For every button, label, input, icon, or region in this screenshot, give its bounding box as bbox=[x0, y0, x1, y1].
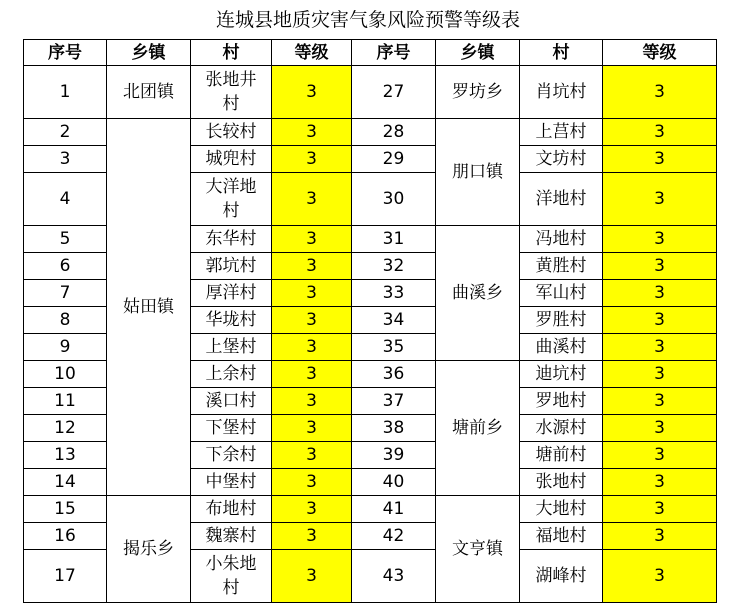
village-name bbox=[191, 523, 272, 550]
row-number bbox=[24, 415, 107, 442]
risk-level bbox=[603, 496, 717, 523]
town-name bbox=[436, 226, 520, 361]
row-number-text: 12 bbox=[54, 418, 76, 438]
warning-level-table bbox=[23, 39, 717, 603]
row-number-text: 11 bbox=[54, 391, 76, 411]
village-name-text: 文坊村 bbox=[535, 149, 587, 169]
risk-level bbox=[603, 66, 717, 119]
village-name bbox=[191, 253, 272, 280]
risk-level-text: 3 bbox=[654, 364, 665, 384]
row-number-text: 10 bbox=[54, 364, 76, 384]
risk-level-text: 3 bbox=[654, 310, 665, 330]
village-name bbox=[191, 469, 272, 496]
town-name bbox=[107, 496, 191, 603]
row-number-text: 39 bbox=[382, 445, 405, 465]
row-number-text: 8 bbox=[59, 310, 71, 330]
row-number bbox=[352, 415, 436, 442]
village-name bbox=[191, 226, 272, 253]
village-name-text: 布地村 bbox=[205, 499, 257, 519]
town-name bbox=[107, 119, 191, 496]
village-name-text: 魏寨村 bbox=[205, 526, 257, 546]
town-name-text: 姑田镇 bbox=[123, 297, 174, 317]
row-number-text: 36 bbox=[382, 364, 405, 384]
risk-level bbox=[272, 146, 352, 173]
village-name-text: 冯地村 bbox=[535, 229, 587, 249]
row-number-text: 35 bbox=[382, 337, 405, 357]
town-name-text: 曲溪乡 bbox=[452, 283, 503, 303]
risk-level-text: 3 bbox=[306, 418, 317, 438]
risk-level bbox=[603, 388, 717, 415]
row-number-text: 29 bbox=[382, 149, 405, 169]
risk-level bbox=[603, 253, 717, 280]
village-name bbox=[520, 253, 603, 280]
row-number-text: 16 bbox=[54, 526, 76, 546]
village-name-text: 洋地村 bbox=[535, 189, 587, 209]
risk-level-text: 3 bbox=[654, 472, 665, 492]
row-number bbox=[352, 253, 436, 280]
table-row bbox=[24, 496, 717, 523]
risk-level-text: 3 bbox=[306, 526, 317, 546]
risk-level bbox=[272, 253, 352, 280]
row-number bbox=[352, 119, 436, 146]
village-name bbox=[520, 523, 603, 550]
risk-level bbox=[603, 173, 717, 226]
village-name bbox=[191, 66, 272, 119]
risk-level bbox=[272, 119, 352, 146]
risk-level-text: 3 bbox=[654, 337, 665, 357]
village-name bbox=[520, 66, 603, 119]
row-number bbox=[24, 550, 107, 603]
village-name-text: 城兜村 bbox=[205, 149, 257, 169]
village-name-text: 中堡村 bbox=[205, 472, 257, 492]
row-number bbox=[24, 469, 107, 496]
risk-level-text: 3 bbox=[654, 229, 665, 249]
risk-level-text: 3 bbox=[306, 122, 317, 142]
village-name-text: 水源村 bbox=[535, 418, 587, 438]
risk-level bbox=[272, 415, 352, 442]
header-no-right: 序号 bbox=[352, 40, 436, 66]
village-name bbox=[191, 361, 272, 388]
village-name-text: 东华村 bbox=[205, 229, 257, 249]
risk-level bbox=[272, 66, 352, 119]
row-number-text: 7 bbox=[59, 283, 71, 303]
risk-level bbox=[603, 523, 717, 550]
header-row bbox=[24, 40, 717, 66]
risk-level bbox=[272, 173, 352, 226]
village-name-text: 郭坑村 bbox=[205, 256, 257, 276]
town-name bbox=[436, 496, 520, 603]
risk-level-text: 3 bbox=[306, 189, 317, 209]
village-name-text: 罗地村 bbox=[535, 391, 587, 411]
header-level-left: 等级 bbox=[272, 40, 352, 66]
risk-level-text: 3 bbox=[306, 499, 317, 519]
risk-level bbox=[603, 550, 717, 603]
risk-level bbox=[603, 415, 717, 442]
village-name-text: 上莒村 bbox=[535, 122, 587, 142]
row-number-text: 13 bbox=[54, 445, 76, 465]
village-name-text: 厚洋村 bbox=[205, 283, 257, 303]
town-name-text: 北团镇 bbox=[123, 82, 174, 102]
village-name-text: 罗胜村 bbox=[535, 310, 587, 330]
header-village-left: 村 bbox=[191, 40, 272, 66]
row-number bbox=[352, 550, 436, 603]
row-number-text: 34 bbox=[382, 310, 405, 330]
risk-level bbox=[603, 226, 717, 253]
risk-level bbox=[272, 334, 352, 361]
row-number bbox=[24, 253, 107, 280]
village-name bbox=[191, 173, 272, 226]
risk-level bbox=[603, 280, 717, 307]
row-number bbox=[24, 388, 107, 415]
row-number-text: 2 bbox=[59, 122, 71, 142]
row-number-text: 31 bbox=[382, 229, 405, 249]
row-number-text: 3 bbox=[59, 149, 71, 169]
village-name bbox=[191, 119, 272, 146]
risk-level-text: 3 bbox=[306, 256, 317, 276]
risk-level-text: 3 bbox=[654, 499, 665, 519]
row-number bbox=[24, 307, 107, 334]
risk-level-text: 3 bbox=[654, 189, 665, 209]
town-name-text: 朋口镇 bbox=[452, 162, 503, 182]
row-number-text: 17 bbox=[54, 566, 76, 586]
village-name bbox=[520, 334, 603, 361]
row-number-text: 1 bbox=[59, 82, 71, 102]
risk-level-text: 3 bbox=[306, 82, 317, 102]
risk-level-text: 3 bbox=[654, 283, 665, 303]
risk-level bbox=[272, 523, 352, 550]
risk-level-text: 3 bbox=[306, 472, 317, 492]
village-name-text: 长较村 bbox=[205, 122, 257, 142]
village-name-text: 张地井村 bbox=[205, 70, 257, 114]
risk-level-text: 3 bbox=[654, 391, 665, 411]
risk-level bbox=[603, 442, 717, 469]
village-name bbox=[520, 280, 603, 307]
village-name bbox=[520, 388, 603, 415]
risk-level bbox=[272, 442, 352, 469]
row-number-text: 41 bbox=[382, 499, 405, 519]
risk-level-text: 3 bbox=[654, 149, 665, 169]
row-number bbox=[24, 173, 107, 226]
row-number bbox=[352, 523, 436, 550]
risk-level-text: 3 bbox=[654, 122, 665, 142]
village-name bbox=[520, 442, 603, 469]
row-number bbox=[352, 388, 436, 415]
row-number-text: 40 bbox=[382, 472, 405, 492]
row-number-text: 15 bbox=[54, 499, 76, 519]
risk-level-text: 3 bbox=[306, 337, 317, 357]
row-number bbox=[352, 307, 436, 334]
town-name bbox=[107, 66, 191, 119]
row-number-text: 27 bbox=[382, 82, 405, 102]
header-town-left: 乡镇 bbox=[107, 40, 191, 66]
row-number bbox=[352, 496, 436, 523]
risk-level-text: 3 bbox=[306, 364, 317, 384]
village-name-text: 曲溪村 bbox=[535, 337, 587, 357]
row-number bbox=[352, 334, 436, 361]
risk-level-text: 3 bbox=[654, 445, 665, 465]
risk-level-text: 3 bbox=[654, 82, 665, 102]
village-name bbox=[191, 280, 272, 307]
row-number-text: 37 bbox=[382, 391, 405, 411]
risk-level bbox=[272, 307, 352, 334]
row-number bbox=[352, 226, 436, 253]
village-name bbox=[191, 334, 272, 361]
risk-level-text: 3 bbox=[654, 566, 665, 586]
row-number-text: 28 bbox=[382, 122, 405, 142]
row-number bbox=[24, 334, 107, 361]
town-name-text: 文亨镇 bbox=[452, 539, 503, 559]
risk-level-text: 3 bbox=[306, 566, 317, 586]
village-name-text: 湖峰村 bbox=[535, 566, 587, 586]
risk-level-text: 3 bbox=[306, 445, 317, 465]
village-name bbox=[520, 146, 603, 173]
risk-level-text: 3 bbox=[306, 283, 317, 303]
village-name-text: 小朱地村 bbox=[205, 554, 257, 598]
village-name bbox=[191, 415, 272, 442]
row-number-text: 43 bbox=[382, 566, 405, 586]
risk-level-text: 3 bbox=[654, 526, 665, 546]
header-level-right: 等级 bbox=[603, 40, 717, 66]
row-number bbox=[352, 173, 436, 226]
village-name-text: 塘前村 bbox=[535, 445, 587, 465]
risk-level-text: 3 bbox=[654, 256, 665, 276]
row-number bbox=[24, 146, 107, 173]
row-number-text: 6 bbox=[59, 256, 71, 276]
village-name bbox=[520, 361, 603, 388]
header-no-left: 序号 bbox=[24, 40, 107, 66]
row-number bbox=[352, 66, 436, 119]
village-name-text: 上余村 bbox=[205, 364, 257, 384]
risk-level bbox=[603, 334, 717, 361]
row-number bbox=[24, 442, 107, 469]
risk-level bbox=[272, 280, 352, 307]
row-number bbox=[352, 146, 436, 173]
town-name-text: 罗坊乡 bbox=[452, 82, 503, 102]
row-number bbox=[24, 66, 107, 119]
row-number bbox=[24, 119, 107, 146]
town-name-text: 揭乐乡 bbox=[123, 539, 174, 559]
risk-level-text: 3 bbox=[306, 310, 317, 330]
village-name-text: 迪坑村 bbox=[535, 364, 587, 384]
village-name-text: 张地村 bbox=[535, 472, 587, 492]
village-name-text: 下余村 bbox=[205, 445, 257, 465]
row-number-text: 5 bbox=[59, 229, 71, 249]
risk-level bbox=[272, 226, 352, 253]
village-name bbox=[191, 388, 272, 415]
risk-level-text: 3 bbox=[306, 149, 317, 169]
village-name-text: 华垅村 bbox=[205, 310, 257, 330]
village-name-text: 肖坑村 bbox=[535, 82, 587, 102]
risk-level-text: 3 bbox=[306, 391, 317, 411]
village-name-text: 军山村 bbox=[535, 283, 587, 303]
village-name bbox=[191, 550, 272, 603]
village-name bbox=[520, 307, 603, 334]
village-name bbox=[520, 226, 603, 253]
table-row bbox=[24, 66, 717, 119]
risk-level bbox=[603, 307, 717, 334]
row-number bbox=[352, 442, 436, 469]
row-number bbox=[352, 361, 436, 388]
header-village-right: 村 bbox=[520, 40, 603, 66]
row-number bbox=[352, 280, 436, 307]
village-name-text: 大地村 bbox=[535, 499, 587, 519]
village-name-text: 黄胜村 bbox=[535, 256, 587, 276]
village-name-text: 溪口村 bbox=[205, 391, 257, 411]
risk-level bbox=[272, 550, 352, 603]
village-name bbox=[191, 146, 272, 173]
row-number bbox=[24, 496, 107, 523]
risk-level bbox=[603, 119, 717, 146]
row-number bbox=[24, 280, 107, 307]
row-number-text: 14 bbox=[54, 472, 76, 492]
village-name-text: 下堡村 bbox=[205, 418, 257, 438]
row-number bbox=[352, 469, 436, 496]
village-name bbox=[520, 415, 603, 442]
row-number-text: 32 bbox=[382, 256, 405, 276]
village-name-text: 上堡村 bbox=[205, 337, 257, 357]
town-name bbox=[436, 119, 520, 226]
row-number-text: 9 bbox=[59, 337, 71, 357]
risk-level bbox=[272, 496, 352, 523]
town-name bbox=[436, 66, 520, 119]
row-number-text: 33 bbox=[382, 283, 405, 303]
village-name-text: 大洋地村 bbox=[205, 177, 257, 221]
row-number-text: 30 bbox=[382, 189, 405, 209]
village-name bbox=[520, 119, 603, 146]
risk-level bbox=[603, 469, 717, 496]
village-name bbox=[191, 442, 272, 469]
village-name bbox=[191, 496, 272, 523]
row-number-text: 4 bbox=[59, 189, 71, 209]
risk-level bbox=[272, 388, 352, 415]
village-name bbox=[191, 307, 272, 334]
row-number-text: 42 bbox=[382, 526, 405, 546]
risk-level bbox=[603, 146, 717, 173]
table-title: 连城县地质灾害气象风险预警等级表 bbox=[215, 9, 520, 31]
risk-level-text: 3 bbox=[654, 418, 665, 438]
risk-level-text: 3 bbox=[306, 229, 317, 249]
header-town-right: 乡镇 bbox=[436, 40, 520, 66]
risk-level bbox=[603, 361, 717, 388]
village-name bbox=[520, 469, 603, 496]
village-name bbox=[520, 496, 603, 523]
village-name-text: 福地村 bbox=[535, 526, 587, 546]
table-row bbox=[24, 119, 717, 146]
village-name bbox=[520, 173, 603, 226]
row-number bbox=[24, 361, 107, 388]
row-number bbox=[24, 523, 107, 550]
risk-level bbox=[272, 361, 352, 388]
risk-level bbox=[272, 469, 352, 496]
row-number-text: 38 bbox=[382, 418, 405, 438]
village-name bbox=[520, 550, 603, 603]
town-name-text: 塘前乡 bbox=[452, 418, 503, 438]
town-name bbox=[436, 361, 520, 496]
row-number bbox=[24, 226, 107, 253]
